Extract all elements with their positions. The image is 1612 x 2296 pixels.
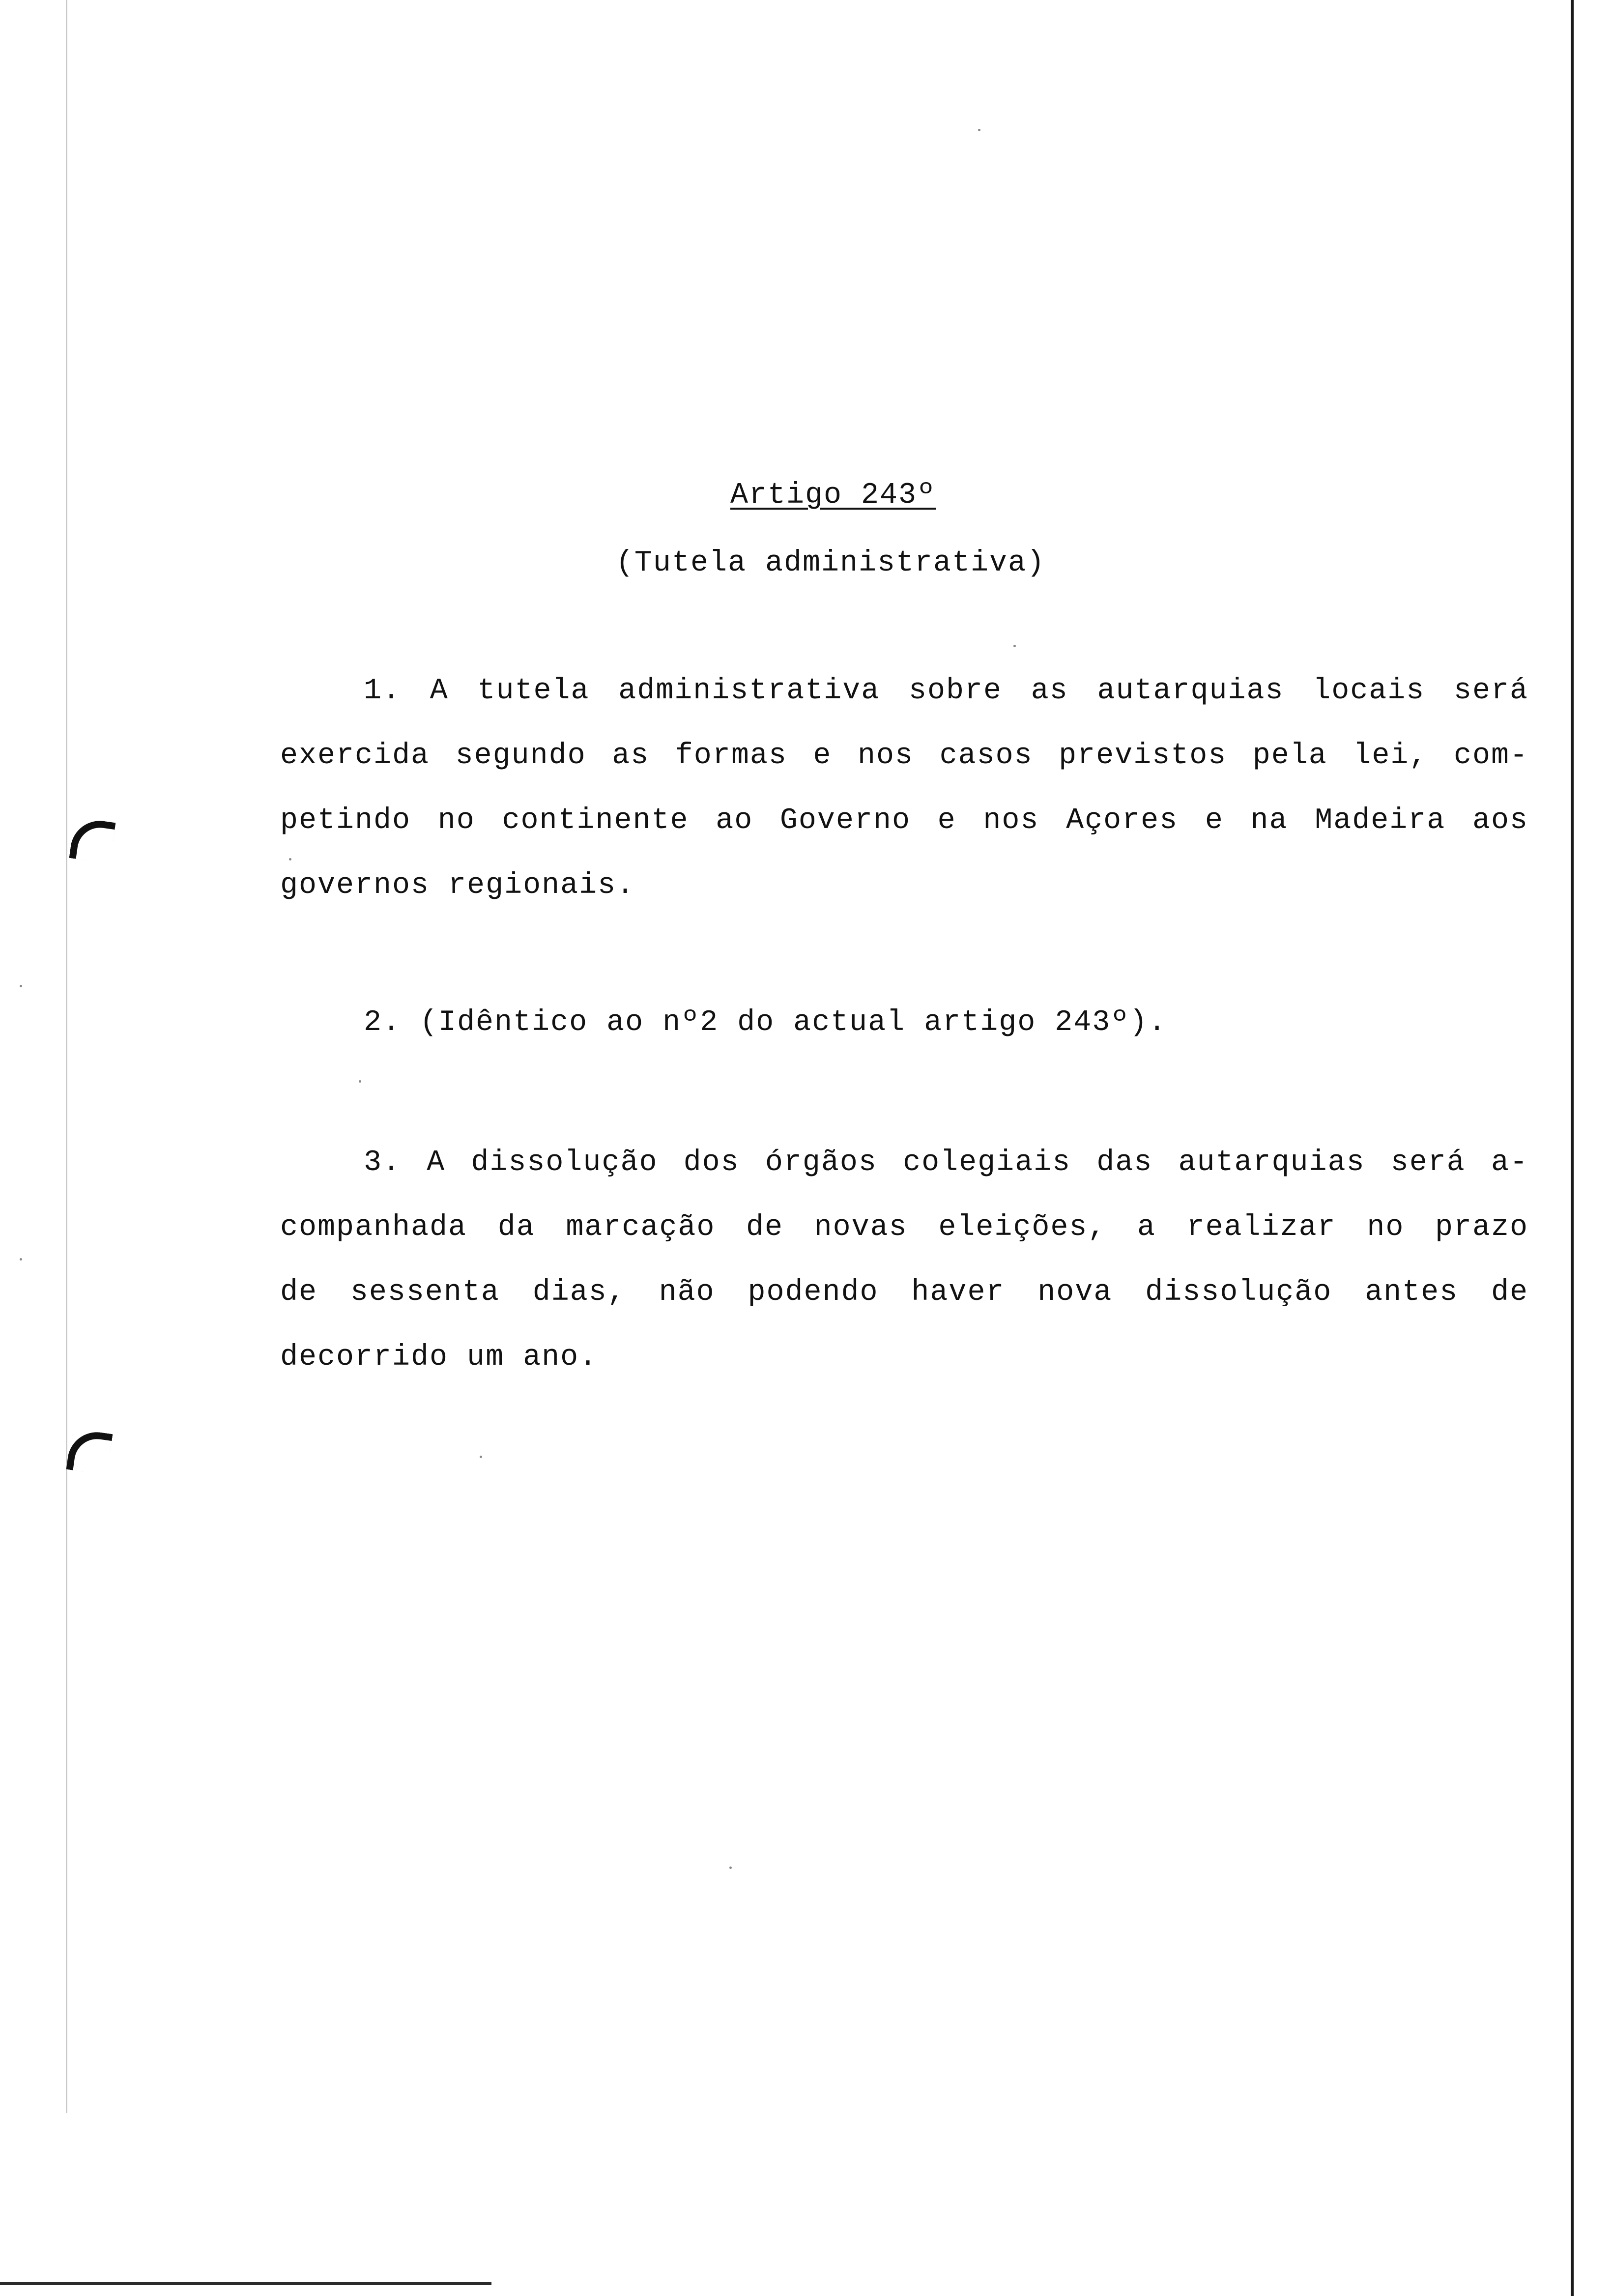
punch-hole-mark	[66, 1429, 113, 1475]
paragraph-line: governos regionais.	[280, 869, 635, 902]
scan-speck	[20, 985, 22, 987]
paragraph-1	[280, 659, 1528, 918]
paragraph-2	[280, 990, 1528, 1055]
paragraph-line: petindo no continente ao Governo e nos Açores e na Madeira aos	[280, 804, 1528, 837]
scan-edge-line	[1571, 0, 1574, 2296]
paragraph-line: exercida segundo as formas e nos casos previstos pela lei, com-	[280, 739, 1528, 773]
punch-hole-mark	[69, 817, 116, 864]
paragraph-line: 2. (Idêntico ao nº2 do actual artigo 243º).	[364, 1006, 1167, 1039]
scan-speck	[978, 129, 980, 131]
paragraph-line: decorrido um ano.	[280, 1341, 598, 1374]
scan-speck	[480, 1456, 482, 1458]
paragraph-line: 1. A tutela administrativa sobre as autarquias locais será	[364, 674, 1528, 708]
article-subheading-text: (Tutela administrativa)	[615, 546, 1046, 580]
scan-speck	[729, 1866, 732, 1869]
paragraph-line: 3. A dissolução dos órgãos colegiais das autarquias será a-	[364, 1146, 1528, 1179]
paragraph-line: de sessenta dias, não podendo haver nova dissolução antes de	[280, 1276, 1528, 1309]
scan-speck	[359, 1080, 361, 1083]
scan-bottom-line	[0, 2282, 491, 2285]
article-heading	[0, 478, 1612, 513]
scan-margin-line	[66, 0, 67, 2113]
article-subheading	[0, 545, 1612, 581]
paragraph-3	[280, 1130, 1528, 1390]
article-heading-text: Artigo 243º	[730, 479, 936, 512]
scan-speck	[20, 1258, 22, 1261]
paragraph-line: companhada da marcação de novas eleições, a realizar no prazo	[280, 1211, 1528, 1244]
scan-speck	[1013, 645, 1016, 647]
